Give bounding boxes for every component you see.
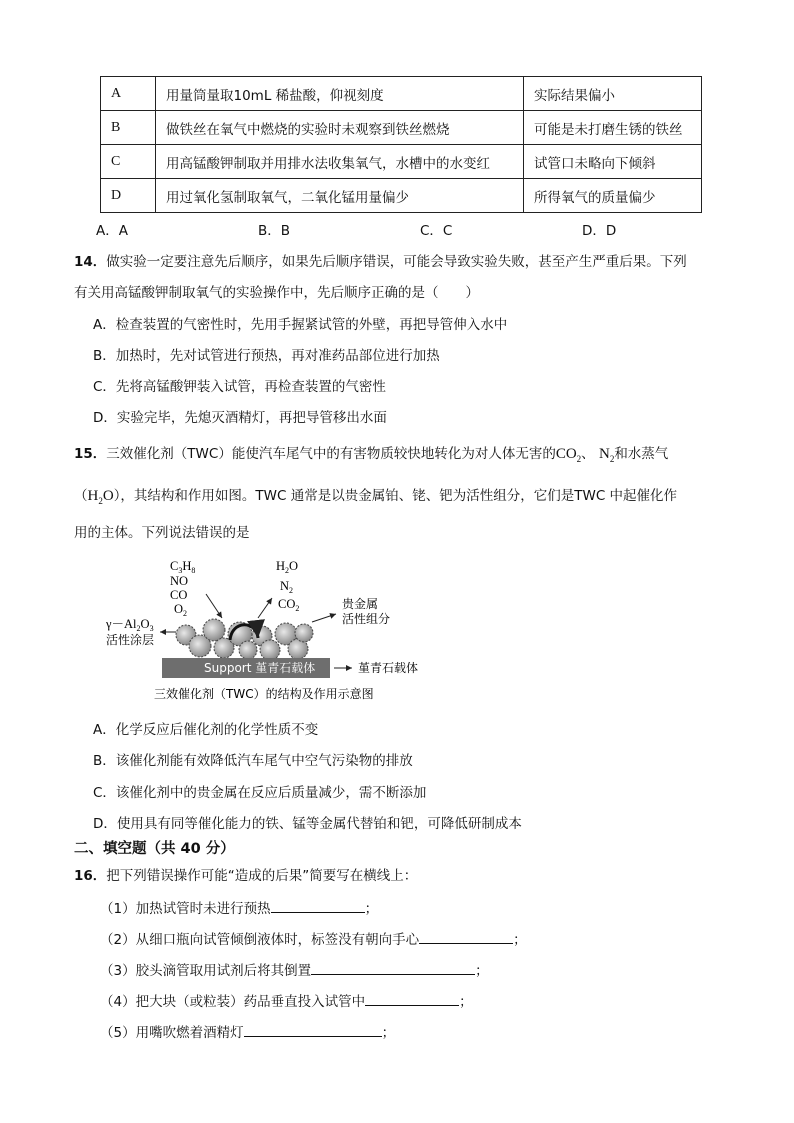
gas-co2: $CO_2$ — [278, 597, 300, 613]
input-arrow — [206, 594, 222, 618]
q15-stem-line2: $(H_2O)$，其结构和作用如图。TWC 通常是以贵金属铂、铑、钯为活性组分，它们是TWC 中起催化作 — [74, 488, 678, 506]
table-row — [101, 77, 702, 111]
row-result: 所得氧气的质量偏少 — [524, 179, 702, 213]
row-letter: B — [101, 111, 156, 145]
q15-option-d[interactable]: D．使用具有同等催化能力的铁、锰等金属代替铂和钯，可降低研制成本 — [93, 816, 522, 832]
twc-figure — [90, 556, 450, 706]
q14-option-b[interactable]: B．加热时，先对试管进行预热，再对准药品部位进行加热 — [93, 348, 440, 364]
formula-n2: $N_2$ — [598, 446, 615, 464]
q14-stem-text: 做实验一定要注意先后顺序，如果先后顺序错误，可能会导致实验失败，甚至产生严重后果。下列 — [106, 254, 687, 270]
q15-option-b[interactable]: B．该催化剂能有效降低汽车尾气中空气污染物的排放 — [93, 753, 413, 769]
gas-no: NO — [170, 574, 189, 588]
q15-option-a[interactable]: A．化学反应后催化剂的化学性质不变 — [93, 722, 319, 738]
q16-stem-text: 把下列错误操作可能“造成的后果”简要写在横线上： — [106, 868, 418, 884]
q16-item-5: （5）用嘴吹燃着酒精灯 ； — [100, 1022, 395, 1043]
q15-stem-line3: 用的主体。下列说法错误的是 — [74, 525, 250, 541]
row-operation: 做铁丝在氧气中燃烧的实验时未观察到铁丝燃烧 — [156, 111, 524, 145]
q16-stem — [74, 866, 417, 886]
gas-co: CO — [170, 588, 188, 602]
gas-h2o: $H_2O$ — [276, 559, 299, 575]
question-number: 16． — [74, 868, 107, 884]
label-noble-metal: 贵金属 — [342, 597, 379, 611]
section-title: 二、填空题（共 40 分） — [74, 841, 235, 857]
row-letter: D — [101, 179, 156, 213]
table-row — [101, 111, 702, 145]
row-result: 实际结果偏小 — [524, 77, 702, 111]
support-label: 堇青石载体 — [358, 661, 419, 675]
question-number: 15． — [74, 446, 107, 462]
table-row — [101, 179, 702, 213]
q14-option-d[interactable]: D．实验完毕，先熄灭酒精灯，再把导管移出水面 — [93, 410, 387, 426]
figure-caption: 三效催化剂（TWC）的结构及作用示意图 — [154, 687, 374, 701]
answer-blank[interactable] — [311, 960, 475, 975]
answer-blank[interactable] — [244, 1022, 382, 1037]
choice-d[interactable]: D．D — [582, 223, 617, 239]
q14-stem-line1 — [74, 252, 687, 272]
support-bar-text: Support 堇青石载体 — [204, 661, 316, 675]
gas-c3h8: $C_3H_8$ — [170, 559, 196, 575]
q16-item-1: （1）加热试管时未进行预热 ； — [100, 898, 378, 919]
formula-h2o: $H_2O$ — [87, 488, 114, 506]
row-operation: 用过氧化氢制取氧气，二氧化锰用量偏少 — [156, 179, 524, 213]
answer-blank[interactable] — [365, 991, 459, 1006]
label-coating: 活性涂层 — [106, 633, 155, 647]
formula-co2: $CO_2$ — [555, 446, 582, 464]
gas-n2: $N_2$ — [280, 579, 294, 595]
choice-a[interactable]: A．A — [96, 223, 128, 239]
q16-item-3: （3）胶头滴管取用试剂后将其倒置 ； — [100, 960, 489, 981]
table-row — [101, 145, 702, 179]
gas-o2: $O_2$ — [174, 602, 188, 618]
question-number: 14． — [74, 254, 107, 270]
label-al2o3: $\gamma-Al_2O_3$ — [106, 617, 154, 633]
answer-blank[interactable] — [419, 929, 513, 944]
q14-option-c[interactable]: C．先将高锰酸钾装入试管，再检查装置的气密性 — [93, 379, 386, 395]
row-operation: 用高锰酸钾制取并用排水法收集氧气，水槽中的水变红 — [156, 145, 524, 179]
row-result: 可能是未打磨生锈的铁丝 — [524, 111, 702, 145]
choice-b[interactable]: B．B — [258, 223, 291, 239]
row-operation: 用量筒量取10mL 稀盐酸，仰视刻度 — [156, 77, 524, 111]
row-letter: C — [101, 145, 156, 179]
q14-option-a[interactable]: A．检查装置的气密性时，先用手握紧试管的外壁，再把导管伸入水中 — [93, 317, 508, 333]
row-letter: A — [101, 77, 156, 111]
output-arrow — [258, 598, 272, 618]
q14-stem-line2: 有关用高锰酸钾制取氧气的实验操作中，先后顺序正确的是（ ） — [74, 285, 479, 301]
answer-blank[interactable] — [271, 898, 365, 913]
noble-arrow — [312, 614, 336, 622]
q16-item-2: （2）从细口瓶向试管倾倒液体时，标签没有朝向手心 ； — [100, 929, 527, 950]
row-result: 试管口未略向下倾斜 — [524, 145, 702, 179]
q15-stem-line1: 15．三效催化剂（TWC）能使汽车尾气中的有害物质较快地转化为对人体无害的$CO_2$、 $N_2$和水蒸气 — [74, 446, 669, 464]
q15-option-c[interactable]: C．该催化剂中的贵金属在反应后质量减少，需不断添加 — [93, 785, 427, 801]
label-active-component: 活性组分 — [342, 612, 391, 626]
q13-options-table — [100, 76, 702, 213]
q16-item-4: （4）把大块（或粒装）药品垂直投入试管中 ； — [100, 991, 473, 1012]
choice-c[interactable]: C．C — [420, 223, 453, 239]
twc-diagram — [90, 556, 450, 706]
q15-stem-text: 三效催化剂（TWC）能使汽车尾气中的有害物质较快地转化为对人体无害的 — [106, 446, 556, 462]
